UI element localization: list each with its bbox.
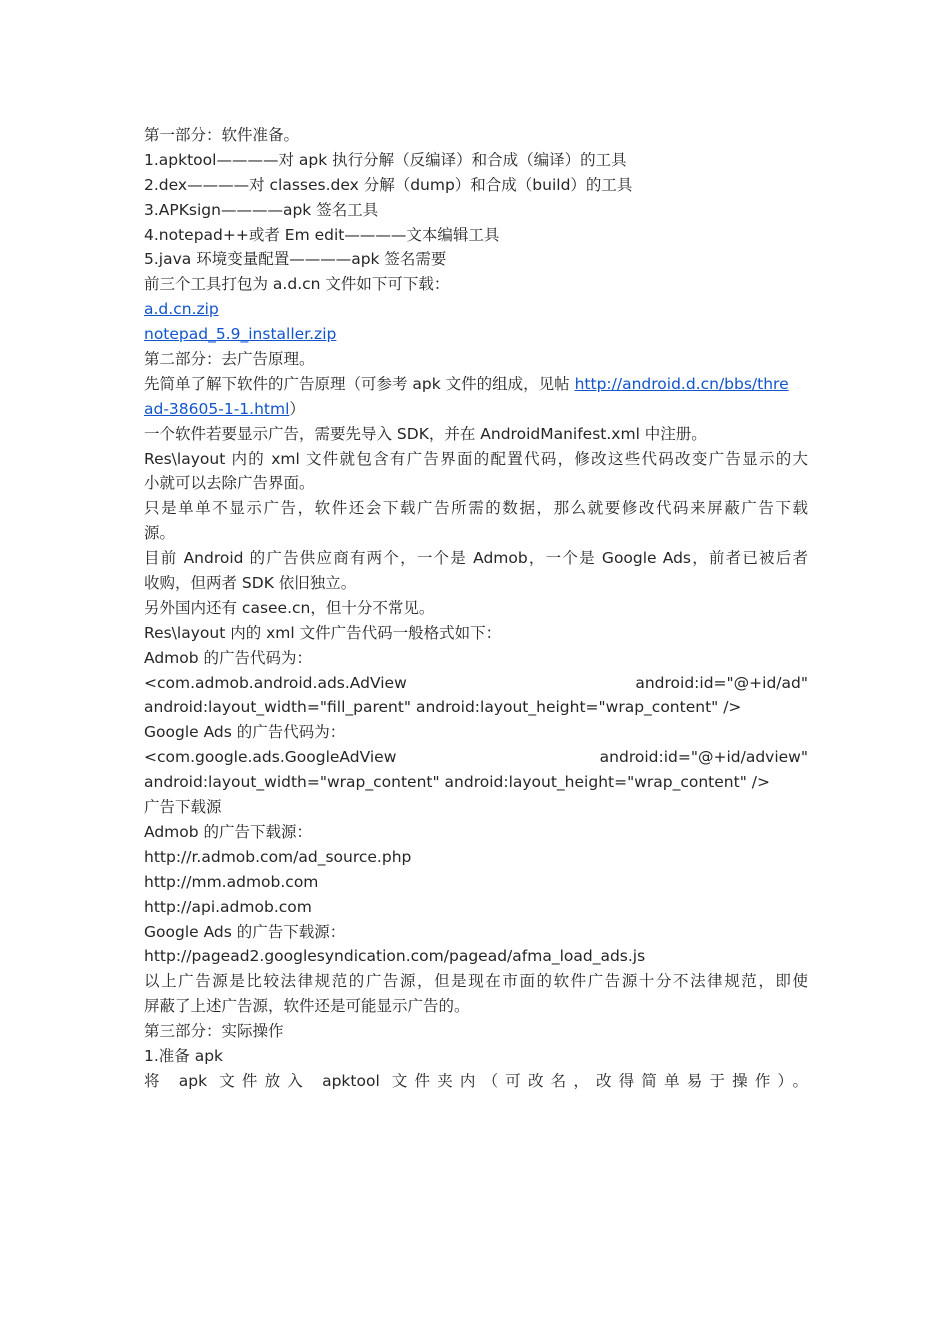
url-line: http://r.admob.com/ad_source.php xyxy=(144,847,412,866)
text-line-with-link xyxy=(144,372,808,397)
url-line: http://mm.admob.com xyxy=(144,872,319,891)
text-line: 广告下载源 xyxy=(144,798,222,817)
code-line: android:layout_width="fill_parent" android:layout_height="wrap_content" /> xyxy=(144,698,742,717)
text-line: Res\layout 内的 xml 文件就包含有广告界面的配置代码，修改这些代码改变广告显示的大 xyxy=(144,449,808,468)
forum-link-part2[interactable]: ad-38605-1-1.html xyxy=(144,399,290,418)
text-line: Admob 的广告代码为： xyxy=(144,648,313,667)
text-segment: ） xyxy=(289,399,305,418)
text-line: 5.java 环境变量配置————apk 签名需要 xyxy=(144,250,447,269)
document-page xyxy=(144,123,808,1094)
code-segment: android:id="@+id/adview" xyxy=(599,748,808,767)
text-line: 一个软件若要显示广告，需要先导入 SDK，并在 AndroidManifest.xml 中注册。 xyxy=(144,424,707,443)
text-line: 将 apk 文件放入 apktool 文件夹内（可改名，改得简单易于操作）。 xyxy=(144,1071,808,1090)
text-line: 2.dex————对 classes.dex 分解（dump）和合成（build）的工具 xyxy=(144,175,633,194)
text-line: Admob 的广告下载源： xyxy=(144,822,313,841)
forum-link-part1[interactable]: http://android.d.cn/bbs/thre xyxy=(574,374,789,393)
text-line: 目前 Android 的广告供应商有两个，一个是 Admob，一个是 Google Ads，前者已被后者 xyxy=(144,549,808,568)
text-segment: 先简单了解下软件的广告原理（可参考 apk 文件的组成，见帖 xyxy=(144,374,575,393)
text-line: 只是单单不显示广告，软件还会下载广告所需的数据，那么就要修改代码来屏蔽广告下载 xyxy=(144,499,808,518)
text-line-with-link xyxy=(144,397,808,422)
text-line: 1.准备 apk xyxy=(144,1046,224,1065)
text-line: 4.notepad++或者 Em edit————文本编辑工具 xyxy=(144,225,500,244)
text-line: Res\layout 内的 xml 文件广告代码一般格式如下： xyxy=(144,623,502,642)
code-segment: android:id="@+id/ad" xyxy=(635,673,808,692)
code-line xyxy=(144,671,808,696)
text-line: 源。 xyxy=(144,524,176,543)
text-line: 另外国内还有 casee.cn，但十分不常见。 xyxy=(144,598,435,617)
section-heading-software-prep: 第一部分：软件准备。 xyxy=(144,126,300,144)
code-segment: <com.google.ads.GoogleAdView xyxy=(144,748,397,767)
text-line: Google Ads 的广告下载源： xyxy=(144,922,346,941)
text-line: 小就可以去除广告界面。 xyxy=(144,474,315,493)
text-line: 3.APKsign————apk 签名工具 xyxy=(144,200,379,219)
url-line: http://pagead2.googlesyndication.com/pagead/afma_load_ads.js xyxy=(144,947,646,966)
code-line: android:layout_width="wrap_content" android:layout_height="wrap_content" /> xyxy=(144,773,770,792)
section-heading-ad-principle: 第二部分：去广告原理。 xyxy=(144,350,315,369)
text-line: Google Ads 的广告代码为： xyxy=(144,723,346,742)
text-line: 屏蔽了上述广告源，软件还是可能显示广告的。 xyxy=(144,997,470,1016)
text-line: 以上广告源是比较法律规范的广告源，但是现在市面的软件广告源十分不法律规范，即使 xyxy=(144,972,808,991)
text-line: 收购，但两者 SDK 依旧独立。 xyxy=(144,574,357,593)
text-line: 前三个工具打包为 a.d.cn 文件如下可下载： xyxy=(144,275,450,294)
download-link-line xyxy=(144,322,808,347)
code-line xyxy=(144,745,808,770)
text-line: 1.apktool————对 apk 执行分解（反编译）和合成（编译）的工具 xyxy=(144,150,627,169)
download-link-line xyxy=(144,297,808,322)
code-segment: <com.admob.android.ads.AdView xyxy=(144,673,407,692)
section-heading-operation: 第三部分：实际操作 xyxy=(144,1022,284,1041)
download-link-notepad-installer[interactable]: notepad_5.9_installer.zip xyxy=(144,325,337,344)
download-link-adcn-zip[interactable]: a.d.cn.zip xyxy=(144,300,219,319)
url-line: http://api.admob.com xyxy=(144,897,312,916)
